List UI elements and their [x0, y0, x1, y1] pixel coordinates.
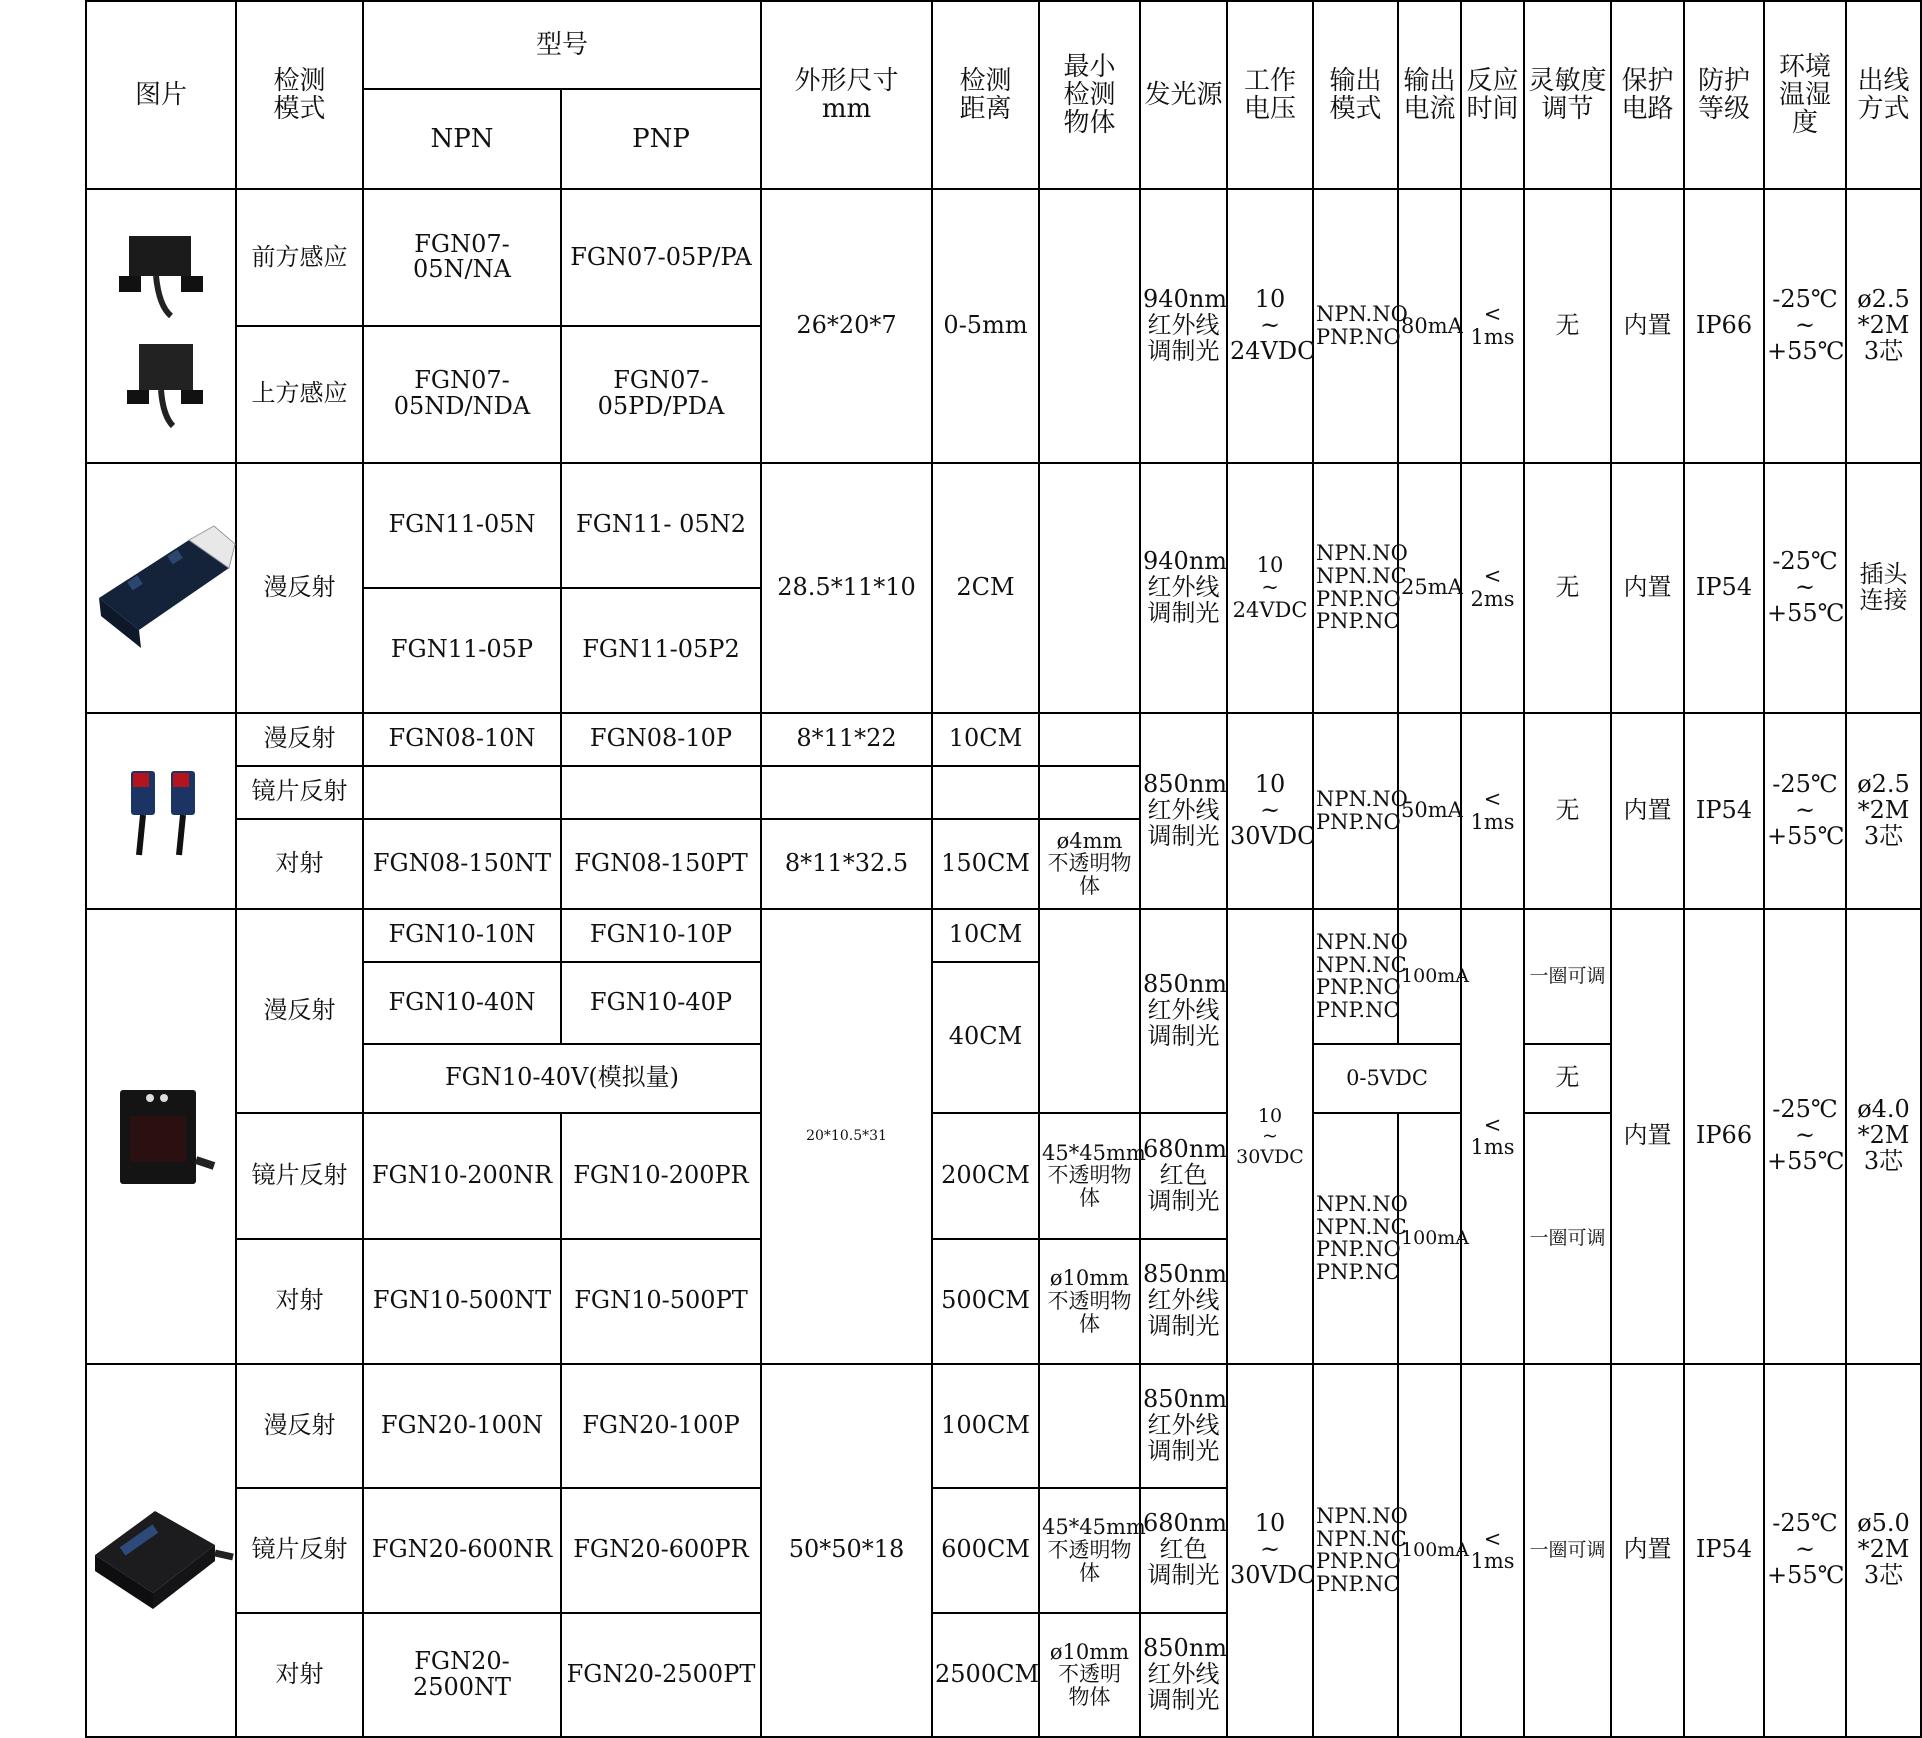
- fgn08-pnp-through: FGN08-150PT: [561, 819, 761, 909]
- header-current: 输出 电流: [1398, 1, 1461, 189]
- fgn08-ip: IP54: [1684, 713, 1764, 909]
- header-size: 外形尺寸 mm: [761, 1, 932, 189]
- fgn10-light-reflect: 680nm 红色 调制光: [1140, 1113, 1227, 1239]
- header-min-object: 最小 检测 物体: [1039, 1, 1140, 189]
- header-mode: 检测 模式: [236, 1, 363, 189]
- fgn08-distance-diffuse: 10CM: [932, 713, 1039, 766]
- fgn20-pnp-100: FGN20-100P: [561, 1364, 761, 1488]
- fgn11-sensitivity: 无: [1524, 463, 1611, 713]
- header-sensitivity: 灵敏度 调节: [1524, 1, 1611, 189]
- fgn08-min-object-diffuse: [1039, 713, 1140, 766]
- header-protection: 保护 电路: [1611, 1, 1684, 189]
- fgn20-cable: ø5.0 *2M 3芯: [1846, 1364, 1921, 1737]
- header-npn: NPN: [363, 89, 561, 189]
- fgn10-pnp-500: FGN10-500PT: [561, 1239, 761, 1364]
- fgn10-current-top: 100mA: [1398, 909, 1461, 1044]
- fgn10-npn-200: FGN10-200NR: [363, 1113, 561, 1239]
- fgn10-sensor-image: [106, 1076, 216, 1196]
- fgn11-image: [86, 463, 236, 713]
- fgn10-output-bottom: NPN.NO NPN.NC PNP.NO PNP.NC: [1313, 1113, 1398, 1364]
- header-light-source: 发光源: [1140, 1, 1227, 189]
- fgn08-pnp-reflect: [561, 766, 761, 819]
- fgn10-response: < 1ms: [1461, 909, 1524, 1364]
- fgn11-npn-2: FGN11-05P: [363, 588, 561, 713]
- fgn20-sensitivity: 一圈可调: [1524, 1364, 1611, 1737]
- header-output-mode: 输出 模式: [1313, 1, 1398, 189]
- fgn08-pnp-diffuse: FGN08-10P: [561, 713, 761, 766]
- fgn11-protection: 内置: [1611, 463, 1684, 713]
- fgn10-light-diffuse: 850nm 红外线 调制光: [1140, 909, 1227, 1113]
- fgn08-sensor-image: [111, 761, 211, 861]
- header-cable: 出线 方式: [1846, 1, 1921, 189]
- header-response: 反应 时间: [1461, 1, 1524, 189]
- header-model: 型号: [363, 1, 761, 89]
- fgn10-cable: ø4.0 *2M 3芯: [1846, 909, 1921, 1364]
- fgn11-size: 28.5*11*10: [761, 463, 932, 713]
- fgn10-min-object-diffuse: [1039, 909, 1140, 1113]
- fgn11-mode: 漫反射: [236, 463, 363, 713]
- fgn20-current: 100mA: [1398, 1364, 1461, 1737]
- fgn11-min-object: [1039, 463, 1140, 713]
- fgn10-min-object-reflect: 45*45mm 不透明物 体: [1039, 1113, 1140, 1239]
- fgn20-distance-600: 600CM: [932, 1488, 1039, 1613]
- fgn20-ip: IP54: [1684, 1364, 1764, 1737]
- fgn10-ip: IP66: [1684, 909, 1764, 1364]
- fgn08-size-through: 8*11*32.5: [761, 819, 932, 909]
- fgn11-light: 940nm 红外线 调制光: [1140, 463, 1227, 713]
- fgn07-mode-top: 上方感应: [236, 326, 363, 463]
- fgn10-light-through: 850nm 红外线 调制光: [1140, 1239, 1227, 1364]
- fgn20-min-object-reflect: 45*45mm 不透明物 体: [1039, 1488, 1140, 1613]
- fgn10-sensitivity-bottom: 一圈可调: [1524, 1113, 1611, 1364]
- fgn08-env: -25℃ ~ +55℃: [1764, 713, 1846, 909]
- fgn20-npn-100: FGN20-100N: [363, 1364, 561, 1488]
- fgn08-min-object-through: ø4mm 不透明物 体: [1039, 819, 1140, 909]
- fgn10-output-top: NPN.NO NPN.NC PNP.NO PNP.NC: [1313, 909, 1398, 1044]
- fgn11-distance: 2CM: [932, 463, 1039, 713]
- fgn08-npn-through: FGN08-150NT: [363, 819, 561, 909]
- fgn11-pnp-1: FGN11- 05N2: [561, 463, 761, 588]
- fgn08-npn-diffuse: FGN08-10N: [363, 713, 561, 766]
- fgn07-sensitivity: 无: [1524, 189, 1611, 463]
- fgn07-cable: ø2.5 *2M 3芯: [1846, 189, 1921, 463]
- fgn20-npn-2500: FGN20-2500NT: [363, 1613, 561, 1737]
- fgn20-pnp-2500: FGN20-2500PT: [561, 1613, 761, 1737]
- fgn10-pnp-200: FGN10-200PR: [561, 1113, 761, 1239]
- fgn20-min-object-through: ø10mm 不透明 物体: [1039, 1613, 1140, 1737]
- fgn20-mode-through: 对射: [236, 1613, 363, 1737]
- fgn10-distance-10: 10CM: [932, 909, 1039, 962]
- sensor-spec-table: [85, 0, 1922, 1738]
- header-ip: 防护 等级: [1684, 1, 1764, 189]
- fgn08-sensitivity: 无: [1524, 713, 1611, 909]
- fgn07-protection: 内置: [1611, 189, 1684, 463]
- fgn20-size: 50*50*18: [761, 1364, 932, 1737]
- fgn10-env: -25℃ ~ +55℃: [1764, 909, 1846, 1364]
- fgn20-npn-600: FGN20-600NR: [363, 1488, 561, 1613]
- fgn08-distance-reflect: [932, 766, 1039, 819]
- fgn20-light-through: 850nm 红外线 调制光: [1140, 1613, 1227, 1737]
- fgn10-pnp-40: FGN10-40P: [561, 962, 761, 1044]
- fgn10-analog-sensitivity: 无: [1524, 1044, 1611, 1113]
- fgn10-mode-reflect: 镜片反射: [236, 1113, 363, 1239]
- fgn08-size-reflect: [761, 766, 932, 819]
- fgn08-mode-diffuse: 漫反射: [236, 713, 363, 766]
- fgn07-output: NPN.NO PNP.NO: [1313, 189, 1398, 463]
- fgn10-npn-10: FGN10-10N: [363, 909, 561, 962]
- fgn11-cable: 插头 连接: [1846, 463, 1921, 713]
- header-environment: 环境 温湿度: [1764, 1, 1846, 189]
- header-distance: 检测 距离: [932, 1, 1039, 189]
- fgn07-mode-front: 前方感应: [236, 189, 363, 326]
- fgn20-distance-100: 100CM: [932, 1364, 1039, 1488]
- fgn07-light: 940nm 红外线 调制光: [1140, 189, 1227, 463]
- header-voltage: 工作 电压: [1227, 1, 1313, 189]
- fgn08-current: 50mA: [1398, 713, 1461, 909]
- fgn20-pnp-600: FGN20-600PR: [561, 1488, 761, 1613]
- fgn20-distance-2500: 2500CM: [932, 1613, 1039, 1737]
- fgn10-distance-200: 200CM: [932, 1113, 1039, 1239]
- fgn08-light: 850nm 红外线 调制光: [1140, 713, 1227, 909]
- fgn20-output: NPN.NO NPN.NC PNP.NO PNP.NC: [1313, 1364, 1398, 1737]
- fgn20-response: < 1ms: [1461, 1364, 1524, 1737]
- fgn20-min-object-diffuse: [1039, 1364, 1140, 1488]
- fgn10-distance-500: 500CM: [932, 1239, 1039, 1364]
- fgn07-image: [86, 189, 236, 463]
- fgn07-pnp-front: FGN07-05P/PA: [561, 189, 761, 326]
- fgn10-min-object-through: ø10mm 不透明物 体: [1039, 1239, 1140, 1364]
- fgn20-light-reflect: 680nm 红色 调制光: [1140, 1488, 1227, 1613]
- fgn07-response: < 1ms: [1461, 189, 1524, 463]
- fgn10-npn-40: FGN10-40N: [363, 962, 561, 1044]
- fgn08-voltage: 10 ~ 30VDC: [1227, 713, 1313, 909]
- fgn10-size: 20*10.5*31: [761, 909, 932, 1364]
- fgn10-analog-output: 0-5VDC: [1313, 1044, 1461, 1113]
- fgn20-sensor-image: [89, 1485, 235, 1615]
- fgn10-voltage: 10 ~ 30VDC: [1227, 909, 1313, 1364]
- fgn07-min-object: [1039, 189, 1140, 463]
- fgn11-current: 25mA: [1398, 463, 1461, 713]
- fgn07-env: -25℃ ~ +55℃: [1764, 189, 1846, 463]
- fgn10-current-bottom: 100mA: [1398, 1113, 1461, 1364]
- fgn08-cable: ø2.5 *2M 3芯: [1846, 713, 1921, 909]
- header-image: 图片: [86, 1, 236, 189]
- fgn08-output: NPN.NO PNP.NO: [1313, 713, 1398, 909]
- fgn10-sensitivity-top: 一圈可调: [1524, 909, 1611, 1044]
- fgn08-distance-through: 150CM: [932, 819, 1039, 909]
- fgn11-sensor-image: [89, 518, 235, 658]
- fgn08-min-object-reflect: [1039, 766, 1140, 819]
- fgn08-image: [86, 713, 236, 909]
- fgn20-env: -25℃ ~ +55℃: [1764, 1364, 1846, 1737]
- fgn07-npn-top: FGN07-05ND/NDA: [363, 326, 561, 463]
- fgn08-response: < 1ms: [1461, 713, 1524, 909]
- fgn08-protection: 内置: [1611, 713, 1684, 909]
- fgn07-sensor-image: [101, 216, 221, 436]
- fgn10-distance-40: 40CM: [932, 962, 1039, 1113]
- fgn11-output: NPN.NO NPN.NC PNP.NO PNP.NC: [1313, 463, 1398, 713]
- fgn20-mode-reflect: 镜片反射: [236, 1488, 363, 1613]
- fgn10-analog-model: FGN10-40V(模拟量): [363, 1044, 761, 1113]
- fgn11-response: < 2ms: [1461, 463, 1524, 713]
- fgn10-pnp-10: FGN10-10P: [561, 909, 761, 962]
- fgn07-size: 26*20*7: [761, 189, 932, 463]
- fgn10-mode-through: 对射: [236, 1239, 363, 1364]
- fgn07-distance: 0-5mm: [932, 189, 1039, 463]
- fgn07-ip: IP66: [1684, 189, 1764, 463]
- fgn20-protection: 内置: [1611, 1364, 1684, 1737]
- fgn20-image: [86, 1364, 236, 1737]
- fgn11-pnp-2: FGN11-05P2: [561, 588, 761, 713]
- fgn08-mode-reflect: 镜片反射: [236, 766, 363, 819]
- fgn20-voltage: 10 ~ 30VDC: [1227, 1364, 1313, 1737]
- fgn20-mode-diffuse: 漫反射: [236, 1364, 363, 1488]
- fgn08-mode-through: 对射: [236, 819, 363, 909]
- fgn11-ip: IP54: [1684, 463, 1764, 713]
- fgn08-size-diffuse: 8*11*22: [761, 713, 932, 766]
- fgn11-env: -25℃ ~ +55℃: [1764, 463, 1846, 713]
- fgn07-npn-front: FGN07-05N/NA: [363, 189, 561, 326]
- fgn07-pnp-top: FGN07-05PD/PDA: [561, 326, 761, 463]
- fgn10-image: [86, 909, 236, 1364]
- fgn10-npn-500: FGN10-500NT: [363, 1239, 561, 1364]
- fgn20-light-diffuse: 850nm 红外线 调制光: [1140, 1364, 1227, 1488]
- fgn10-mode-diffuse: 漫反射: [236, 909, 363, 1113]
- fgn11-voltage: 10 ~ 24VDC: [1227, 463, 1313, 713]
- fgn07-voltage: 10 ~ 24VDC: [1227, 189, 1313, 463]
- fgn07-current: 80mA: [1398, 189, 1461, 463]
- fgn11-npn-1: FGN11-05N: [363, 463, 561, 588]
- header-pnp: PNP: [561, 89, 761, 189]
- fgn08-npn-reflect: [363, 766, 561, 819]
- fgn10-protection: 内置: [1611, 909, 1684, 1364]
